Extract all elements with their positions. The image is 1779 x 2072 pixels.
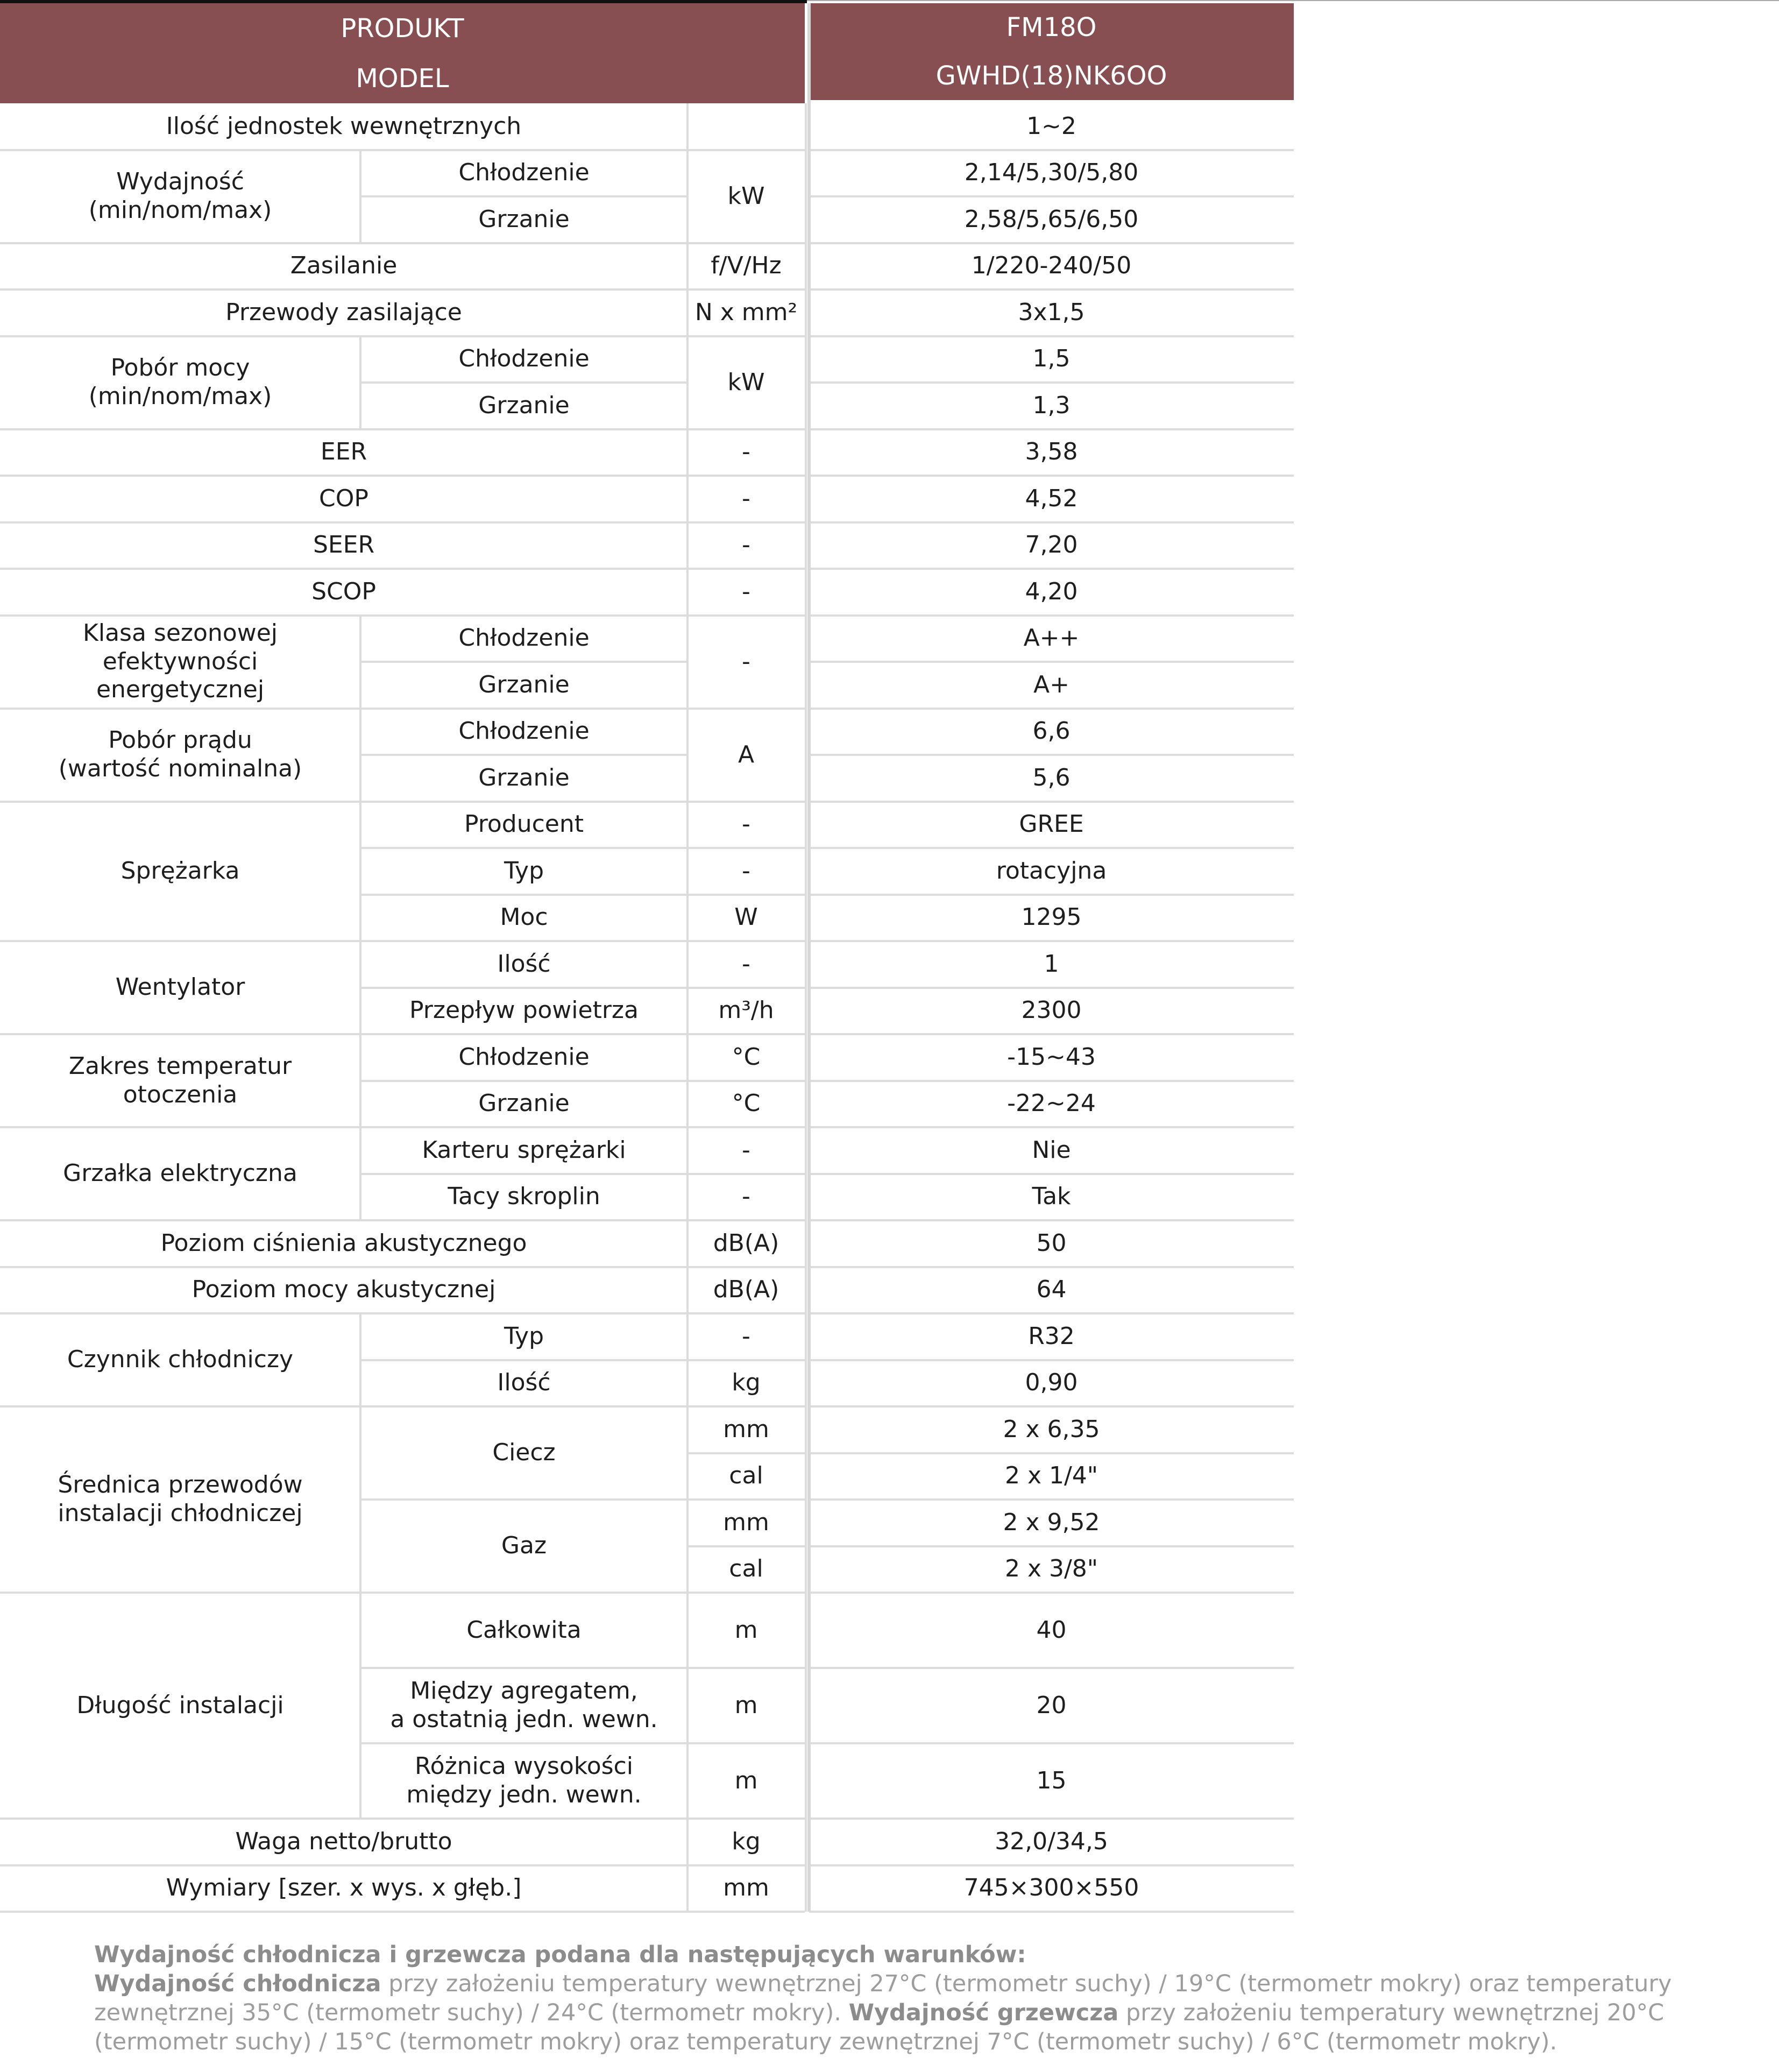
spec-value: R32 [1028, 1322, 1075, 1350]
spec-sub-label: Chłodzenie [458, 159, 590, 187]
spec-label: Poziom ciśnienia akustycznego [160, 1229, 527, 1257]
spec-value: 40 [1036, 1616, 1067, 1644]
spec-unit: N x mm² [694, 298, 798, 326]
spec-value: 1/220-240/50 [971, 252, 1132, 280]
spec-value: 3,58 [1025, 438, 1078, 466]
footnote-title: Wydajność chłodnicza i grzewcza podana dla następujących warunków: [94, 1941, 1026, 1968]
spec-group-label: Grzałka elektryczna [63, 1159, 297, 1187]
spec-value: GREE [1019, 810, 1084, 838]
spec-value: 1,3 [1032, 391, 1071, 419]
spec-sub-label: Przepływ powietrza [409, 996, 639, 1024]
header-model-code: GWHD(18)NK6OO [935, 61, 1167, 91]
spec-unit: - [742, 1322, 750, 1350]
spec-unit: - [742, 1136, 750, 1164]
spec-sub-label: Chłodzenie [458, 717, 590, 745]
spec-value: 745×300×550 [963, 1874, 1139, 1902]
spec-sub-label: Ilość [497, 950, 551, 978]
spec-sub-label: Całkowita [466, 1616, 582, 1644]
footnote-cooling-label: Wydajność chłodnicza [94, 1970, 381, 1997]
spec-value: 1,5 [1032, 345, 1071, 373]
spec-label: Poziom mocy akustycznej [192, 1276, 496, 1304]
spec-sub-label: Ilość [497, 1369, 551, 1397]
spec-unit: kW [727, 182, 765, 210]
spec-sub-label: Grzanie [478, 670, 570, 698]
spec-unit [687, 103, 805, 150]
spec-group-label: Pobór prądu (wartość nominalna) [58, 726, 302, 782]
spec-value: 15 [1036, 1766, 1067, 1794]
spec-value: A+ [1033, 670, 1069, 698]
spec-label: Ilość jednostek wewnętrznych [166, 112, 522, 140]
spec-group-label: Klasa sezonowej efektywności energetycznej [82, 619, 278, 704]
spec-unit: m [734, 1691, 758, 1719]
footnote-cooling-text: przy założeniu temperatury wewnętrznej 27°C (termometr suchy) / 19°C (termometr mokry) oraz temperatury zewnętrznej 35°C (termometr suchy) / 24°C (termometr mokry). [94, 1970, 1672, 2026]
spec-label: SEER [313, 531, 375, 559]
row-divider [809, 1911, 1294, 1913]
spec-sub-label: Typ [504, 1322, 544, 1350]
spec-label: EER [320, 438, 367, 466]
spec-group-label: Wydajność (min/nom/max) [88, 168, 272, 224]
spec-label: Przewody zasilające [225, 298, 462, 326]
spec-unit: m [734, 1766, 758, 1794]
spec-unit: f/V/Hz [711, 252, 782, 280]
spec-value: 2 x 6,35 [1003, 1415, 1100, 1443]
spec-unit: m³/h [718, 996, 774, 1024]
spec-sub-label: Gaz [501, 1532, 547, 1560]
spec-unit: °C [732, 1090, 761, 1118]
spec-sub-label: Grzanie [478, 205, 570, 233]
spec-sub-label: Producent [464, 810, 584, 838]
spec-unit: - [742, 1183, 750, 1211]
footnote-heating-label: Wydajność grzewcza [848, 1999, 1119, 2026]
spec-unit: °C [732, 1043, 761, 1071]
spec-unit: A [738, 740, 755, 768]
spec-sub-label: Między agregatem, a ostatnią jedn. wewn. [390, 1677, 658, 1733]
spec-value: 32,0/34,5 [995, 1827, 1108, 1855]
footnote [94, 1940, 1767, 2056]
spec-value: Tak [1032, 1183, 1071, 1211]
spec-value: 3x1,5 [1018, 298, 1085, 326]
spec-value: -22~24 [1007, 1090, 1096, 1118]
column-divider [805, 103, 807, 1912]
spec-value: 5,6 [1032, 763, 1071, 791]
spec-value: 2300 [1021, 996, 1082, 1024]
spec-unit: W [734, 903, 758, 931]
spec-sub-label: Tacy skroplin [448, 1183, 600, 1211]
spec-unit: - [742, 810, 750, 838]
top-border-thin [807, 0, 1779, 1]
spec-sub-label: Różnica wysokości między jedn. wewn. [406, 1752, 642, 1808]
spec-sub-label: Chłodzenie [458, 345, 590, 373]
spec-value: 2,14/5,30/5,80 [964, 159, 1139, 187]
header-product-model [0, 3, 805, 103]
spec-value: 2 x 1/4" [1004, 1462, 1098, 1490]
spec-unit: dB(A) [713, 1229, 779, 1257]
spec-group-label: Długość instalacji [76, 1691, 284, 1719]
spec-value: -15~43 [1007, 1043, 1096, 1071]
spec-value: rotacyjna [996, 857, 1107, 885]
spec-group-label: Czynnik chłodniczy [67, 1346, 294, 1374]
spec-unit: - [742, 577, 750, 605]
spec-group-label: Pobór mocy (min/nom/max) [88, 354, 272, 410]
row-divider [0, 1911, 805, 1913]
spec-sub-label: Ciecz [492, 1439, 556, 1467]
spec-label: Waga netto/brutto [235, 1827, 452, 1855]
spec-value: Nie [1032, 1136, 1071, 1164]
spec-value: 2 x 3/8" [1004, 1555, 1098, 1583]
spec-value: 4,20 [1025, 577, 1078, 605]
spec-value: 1~2 [1026, 112, 1076, 140]
spec-value: 1295 [1021, 903, 1082, 931]
header-product-label: PRODUKT [341, 13, 464, 44]
spec-table [0, 3, 1294, 1911]
spec-group-label: Wentylator [115, 973, 245, 1001]
spec-unit: kg [732, 1369, 761, 1397]
spec-value: 4,52 [1025, 484, 1078, 512]
spec-label: Zasilanie [290, 252, 398, 280]
spec-unit: mm [723, 1508, 769, 1536]
spec-unit: kW [727, 368, 765, 396]
spec-value: 2,58/5,65/6,50 [964, 205, 1139, 233]
spec-sub-label: Grzanie [478, 391, 570, 419]
spec-group-label: Sprężarka [121, 857, 240, 885]
spec-label: COP [319, 484, 368, 512]
header-model-values [809, 3, 1294, 100]
spec-value: 2 x 9,52 [1003, 1508, 1100, 1536]
spec-value: 6,6 [1032, 717, 1071, 745]
header-series-name: FM18O [1006, 12, 1097, 43]
spec-group-label: Średnica przewodów instalacji chłodniczej [58, 1471, 303, 1527]
spec-value: 0,90 [1025, 1369, 1078, 1397]
spec-unit: dB(A) [713, 1276, 779, 1304]
spec-value: 1 [1044, 950, 1059, 978]
spec-unit: m [734, 1616, 758, 1644]
spec-unit: - [742, 647, 750, 675]
spec-group-label: Zakres temperatur otoczenia [68, 1052, 292, 1108]
spec-sub-label: Moc [500, 903, 548, 931]
spec-value: 64 [1036, 1276, 1067, 1304]
spec-unit: cal [729, 1555, 763, 1583]
spec-unit: mm [723, 1415, 769, 1443]
spec-sub-label: Grzanie [478, 763, 570, 791]
footnote-body [94, 1969, 1767, 2056]
spec-value: 50 [1036, 1229, 1067, 1257]
spec-unit: cal [729, 1462, 763, 1490]
spec-value: 20 [1036, 1691, 1067, 1719]
spec-unit: kg [732, 1827, 761, 1855]
spec-sub-label: Typ [504, 857, 544, 885]
spec-value: A++ [1023, 624, 1080, 652]
spec-unit: - [742, 438, 750, 466]
spec-unit: - [742, 857, 750, 885]
column-divider [807, 3, 811, 1912]
spec-unit: - [742, 484, 750, 512]
header-model-label: MODEL [356, 63, 449, 94]
spec-unit: mm [723, 1874, 769, 1902]
spec-unit: - [742, 531, 750, 559]
spec-sub-label: Chłodzenie [458, 1043, 590, 1071]
spec-label: Wymiary [szer. x wys. x głęb.] [166, 1874, 522, 1902]
spec-sub-label: Grzanie [478, 1090, 570, 1118]
column-divider [686, 103, 689, 1912]
spec-label: SCOP [311, 577, 376, 605]
spec-unit: - [742, 950, 750, 978]
footnote-heating-text: przy założeniu temperatury wewnętrznej 20°C (termometr suchy) / 15°C (termometr mokry) oraz temperatury zewnętrznej 7°C (termometr suchy) / 6°C (termometr mokry). [94, 1999, 1664, 2055]
spec-sub-label: Karteru sprężarki [422, 1136, 626, 1164]
spec-sub-label: Chłodzenie [458, 624, 590, 652]
spec-value: 7,20 [1025, 531, 1078, 559]
